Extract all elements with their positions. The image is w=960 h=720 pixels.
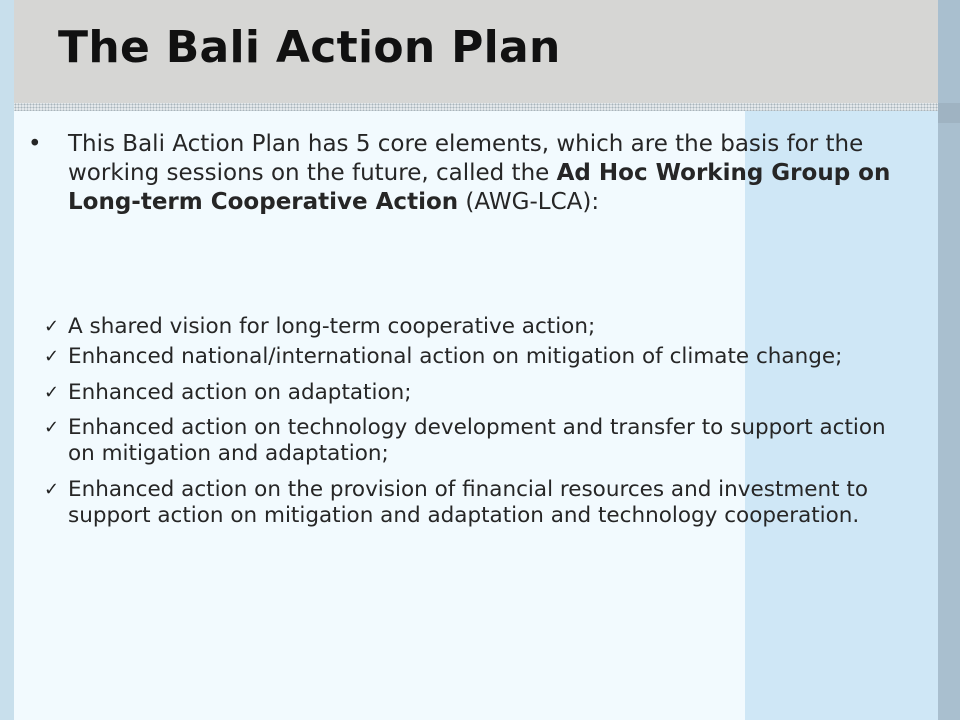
header-divider-corner [938, 103, 960, 123]
intro-text-before: This Bali Action Plan has 5 core elements, which are the basis for the working sessions on the future, called the [68, 131, 864, 186]
check-icon: ✓ [44, 417, 60, 438]
intro-paragraph [28, 130, 918, 217]
check-icon: ✓ [44, 316, 60, 337]
list-item-text: Enhanced action on technology development and transfer to support action on mitigation and adaptation; [68, 415, 886, 466]
check-icon: ✓ [44, 479, 60, 500]
list-item-text: Enhanced action on adaptation; [68, 380, 412, 405]
list-item-text: Enhanced national/international action on mitigation of climate change; [68, 344, 843, 369]
check-icon: ✓ [44, 382, 60, 403]
header-dotted-divider [14, 103, 960, 111]
list-item-text: A shared vision for long-term cooperative action; [68, 314, 596, 339]
list-item-text: Enhanced action on the provision of financial resources and investment to support action on mitigation and adaptation and technology cooperation. [68, 477, 869, 528]
core-elements-list [44, 314, 894, 529]
list-item [44, 380, 894, 406]
intro-text-after: (AWG-LCA): [458, 189, 600, 215]
list-item [44, 344, 894, 370]
left-accent-strip [0, 0, 14, 720]
check-icon: ✓ [44, 346, 60, 367]
list-item [44, 314, 894, 340]
intro-bold-text: Ad Hoc Working Group on Long-term Cooperative Action [68, 160, 891, 215]
list-item [44, 477, 894, 529]
slide-title: The Bali Action Plan [58, 22, 561, 73]
bullet-icon: • [28, 131, 42, 157]
list-item [44, 415, 894, 467]
